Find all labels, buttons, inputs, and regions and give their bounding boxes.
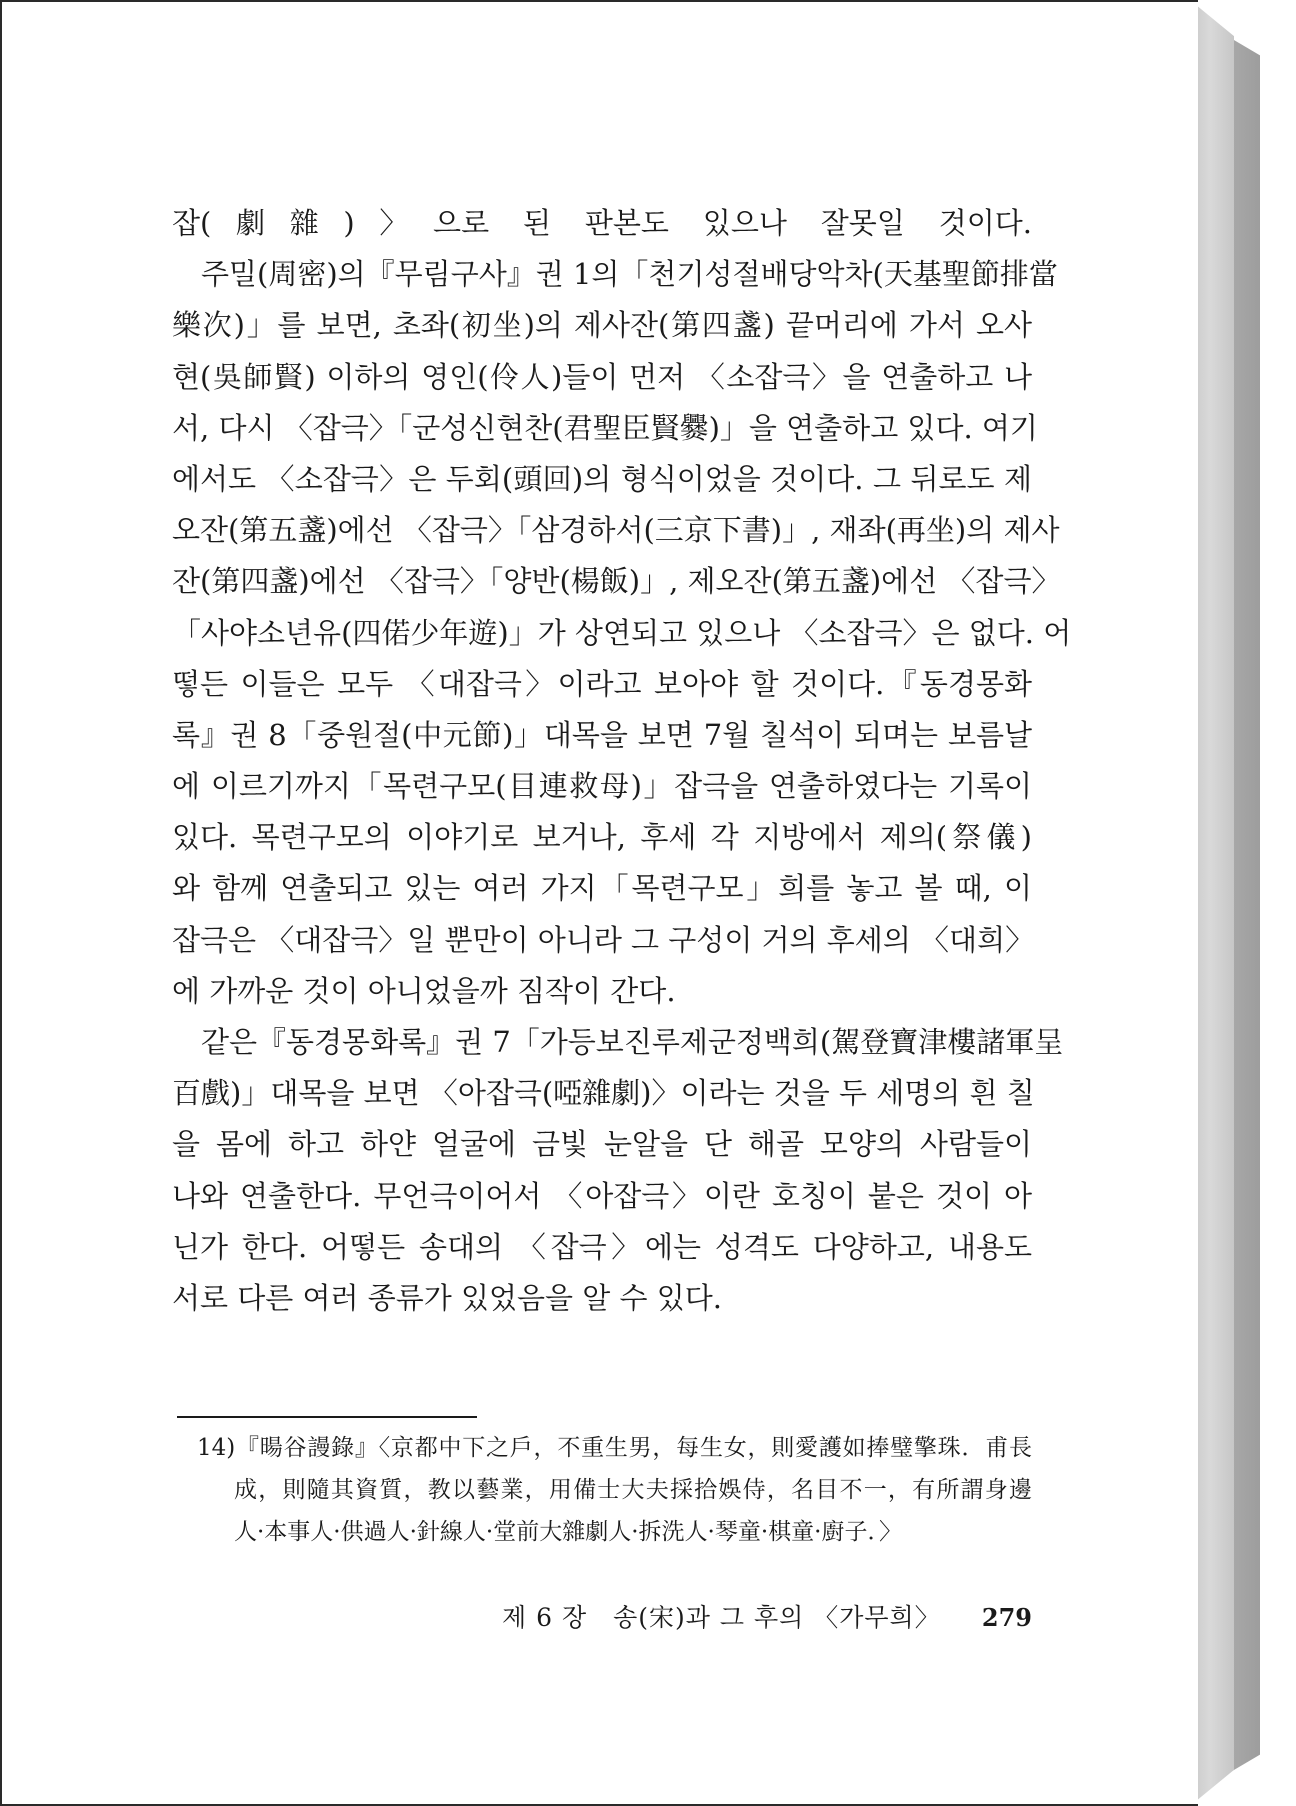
- footnote-line: 人·本事人·供過人·針線人·堂前大雜劇人·拆洗人·琴童·棋童·廚子．〉: [234, 1519, 902, 1545]
- chapter-title: 제 6 장 송(宋)과 그 후의 〈가무희〉: [502, 1603, 941, 1632]
- body-line: 나와 연출한다. 무언극이어서 〈아잡극〉이란 호칭이 붙은 것이 아: [172, 1178, 1032, 1213]
- body-line: 잡극은 〈대잡극〉일 뿐만이 아니라 그 구성이 거의 후세의 〈대희〉: [172, 922, 1035, 957]
- body-line: 와 함께 연출되고 있는 여러 가지「목련구모」희를 놓고 볼 때, 이: [172, 871, 1032, 906]
- body-line: 잡(劇雜)〉으로 된 판본도 있으나 잘못일 것이다.: [172, 206, 1032, 240]
- running-footer: [502, 1598, 1032, 1634]
- body-line: 에서도 〈소잡극〉은 두회(頭回)의 형식이었을 것이다. 그 뒤로도 제: [172, 461, 1032, 496]
- body-line: 닌가 한다. 어떻든 송대의 〈잡극〉에는 성격도 다양하고, 내용도: [172, 1229, 1032, 1264]
- body-line: 있다. 목련구모의 이야기로 보거나, 후세 각 지방에서 제의(祭儀): [172, 820, 1032, 855]
- body-line: 에 이르기까지「목련구모(目連救母)」잡극을 연출하였다는 기록이: [172, 769, 1032, 804]
- body-line: 樂次)」를 보면, 초좌(初坐)의 제사잔(第四盞) 끝머리에 가서 오사: [172, 308, 1032, 343]
- body-line: 을 몸에 하고 하얀 얼굴에 금빛 눈알을 단 해골 모양의 사람들이: [172, 1127, 1032, 1162]
- body-line: 같은『동경몽화록』권 7「가등보진루제군정백희(駕登寶津樓諸軍呈: [172, 1025, 1064, 1059]
- body-line: 주밀(周密)의『무림구사』권 1의「천기성절배당악차(天基聖節排當: [172, 257, 1058, 292]
- footnote-line: 14)『暘谷謾錄』〈京都中下之戶，不重生男，每生女，則愛護如捧璧擎珠．甫長: [197, 1435, 1032, 1461]
- body-line: 떻든 이들은 모두 〈대잡극〉이라고 보아야 할 것이다.『동경몽화: [172, 666, 1032, 701]
- footnote-rule: [177, 1416, 477, 1418]
- footnote: [197, 1427, 1032, 1553]
- body-line: 서로 다른 여러 종류가 있었음을 알 수 있다.: [172, 1280, 722, 1315]
- body-line: 서, 다시 〈잡극〉「군성신현찬(君聖臣賢爨)」을 연출하고 있다. 여기: [172, 410, 1038, 445]
- body-line: 현(吳師賢) 이하의 영인(伶人)들이 먼저 〈소잡극〉을 연출하고 나: [172, 359, 1032, 394]
- body-line: 오잔(第五盞)에선 〈잡극〉「삼경하서(三京下書)」, 재좌(再坐)의 제사: [172, 513, 1060, 548]
- body-line: 「사야소년유(四偌少年遊)」가 상연되고 있으나 〈소잡극〉은 없다. 어: [172, 615, 1072, 650]
- body-text: [172, 198, 1072, 1324]
- body-line: 록』권 8「중원절(中元節)」대목을 보면 7월 칠석이 되며는 보름날: [172, 717, 1032, 752]
- footnote-line: 成，則隨其資質，教以藝業，用備士大夫採拾娛侍，名目不一，有所謂身邊: [234, 1477, 1032, 1503]
- page-number: 279: [981, 1603, 1032, 1632]
- body-line: 잔(第四盞)에선 〈잡극〉「양반(楊飯)」, 제오잔(第五盞)에선 〈잡극〉: [172, 564, 1061, 599]
- body-line: 에 가까운 것이 아니었을까 짐작이 간다.: [172, 973, 676, 1008]
- body-line: 百戲)」대목을 보면 〈아잡극(啞雜劇)〉이라는 것을 두 세명의 흰 칠: [172, 1076, 1035, 1111]
